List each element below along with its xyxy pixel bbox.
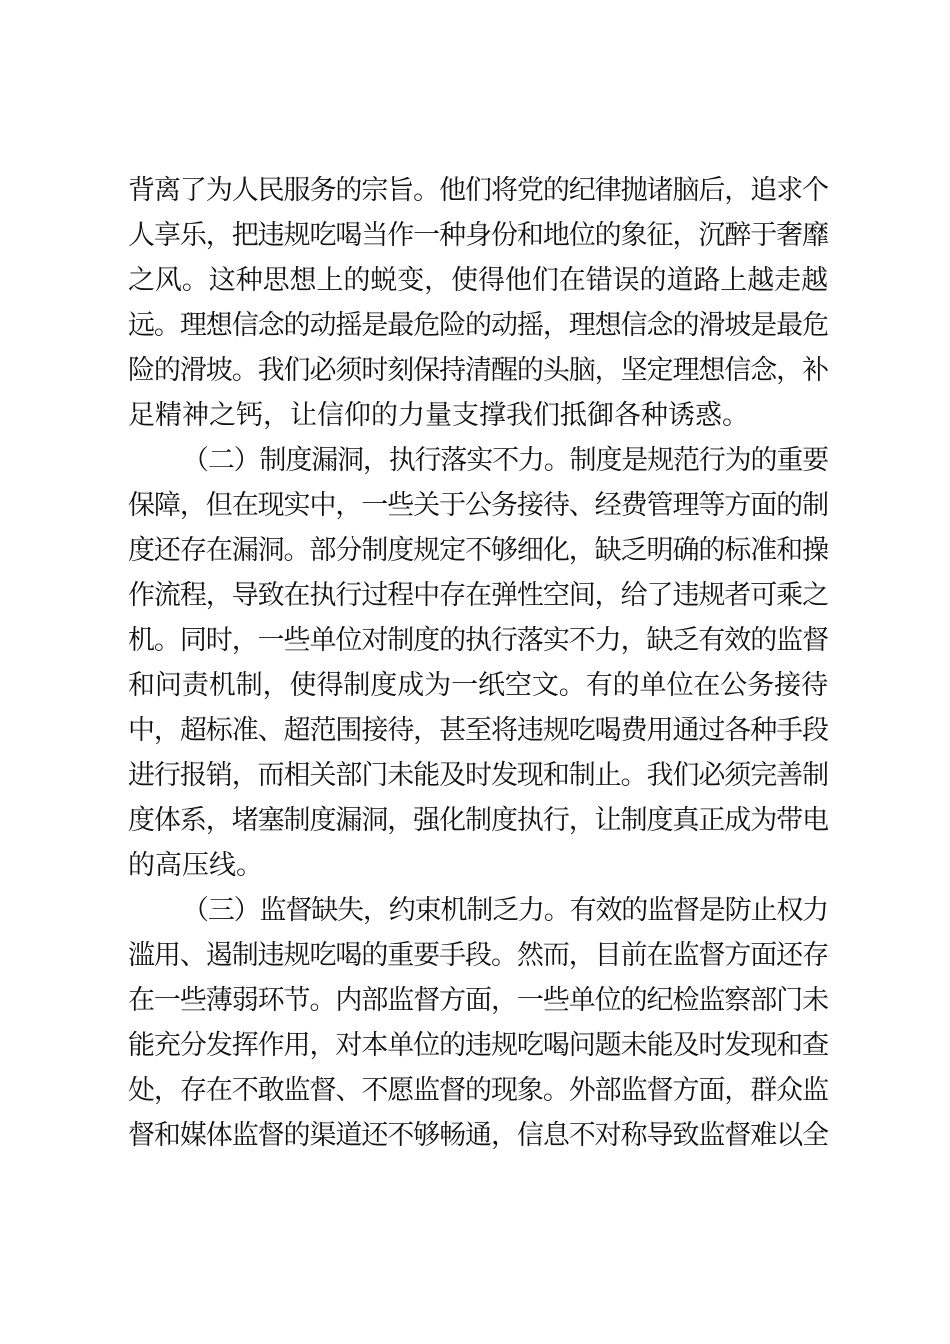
text-line: 足精神之钙，让信仰的力量支撑我们抵御各种诱惑。 bbox=[128, 400, 749, 431]
text-line: 能充分发挥作用，对本单位的违规吃喝问题未能及时发现和查 bbox=[128, 1030, 828, 1061]
text-line: 远。理想信念的动摇是最危险的动摇，理想信念的滑坡是最危 bbox=[128, 310, 828, 341]
text-line: 人享乐，把违规吃喝当作一种身份和地位的象征，沉醉于奢靡 bbox=[128, 220, 828, 251]
text-line: 和问责机制，使得制度成为一纸空文。有的单位在公务接待 bbox=[128, 670, 828, 701]
text-line: 滥用、遏制违规吃喝的重要手段。然而，目前在监督方面还存 bbox=[128, 940, 828, 971]
paragraph-heading-line: （三）监督缺失，约束机制乏力。有效的监督是防止权力 bbox=[182, 895, 828, 926]
body-text bbox=[128, 168, 828, 1158]
text-line: 度还存在漏洞。部分制度规定不够细化，缺乏明确的标准和操 bbox=[128, 535, 828, 566]
text-line: 处，存在不敢监督、不愿监督的现象。外部监督方面，群众监 bbox=[128, 1075, 828, 1106]
text-line: 作流程，导致在执行过程中存在弹性空间，给了违规者可乘之 bbox=[128, 580, 828, 611]
text-line: 中，超标准、超范围接待，甚至将违规吃喝费用通过各种手段 bbox=[128, 715, 828, 746]
text-line: 险的滑坡。我们必须时刻保持清醒的头脑，坚定理想信念，补 bbox=[128, 355, 828, 386]
text-line: 之风。这种思想上的蜕变，使得他们在错误的道路上越走越 bbox=[128, 265, 828, 296]
text-line: 度体系，堵塞制度漏洞，强化制度执行，让制度真正成为带电 bbox=[128, 805, 828, 836]
text-line: 督和媒体监督的渠道还不够畅通，信息不对称导致监督难以全 bbox=[128, 1120, 828, 1151]
text-line: 机。同时，一些单位对制度的执行落实不力，缺乏有效的监督 bbox=[128, 625, 828, 656]
text-line: 背离了为人民服务的宗旨。他们将党的纪律抛诸脑后，追求个 bbox=[128, 175, 828, 206]
text-line: 的高压线。 bbox=[128, 850, 263, 881]
paragraph-heading-line: （二）制度漏洞，执行落实不力。制度是规范行为的重要 bbox=[182, 445, 828, 476]
text-line: 保障，但在现实中，一些关于公务接待、经费管理等方面的制 bbox=[128, 490, 828, 521]
text-line: 在一些薄弱环节。内部监督方面，一些单位的纪检监察部门未 bbox=[128, 985, 828, 1016]
text-line: 进行报销，而相关部门未能及时发现和制止。我们必须完善制 bbox=[128, 760, 828, 791]
